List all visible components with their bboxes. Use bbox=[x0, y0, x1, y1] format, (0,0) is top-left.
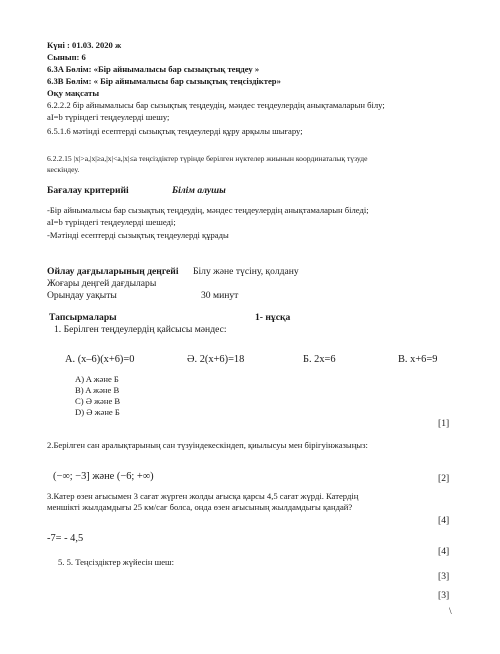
criteria-title: Бағалау критерийі bbox=[47, 185, 129, 196]
criterion-1: -Бір айнымалысы бар сызықтық теңдеудің, мәндес теңдеулердің анықтамаларын біледі; bbox=[47, 205, 369, 215]
objective-title: Оқу мақсаты bbox=[47, 88, 100, 98]
grade-line: Сынып: 6 bbox=[47, 52, 86, 62]
q1-answer-b: B) A және B bbox=[75, 385, 120, 395]
q1-answer-d: D) Ә және Б bbox=[75, 407, 120, 417]
criteria-subtitle: Білім алушы bbox=[172, 185, 226, 196]
q5-mark-2: [3] bbox=[438, 590, 450, 601]
objective-3: 6.5.1.6 мәтінді есептерді сызықтық теңдеулерді құру арқылы шығару; bbox=[47, 126, 303, 136]
q3-mark: [4] bbox=[438, 515, 450, 526]
q5-mark-1: [3] bbox=[438, 571, 450, 582]
question-3-line1: 3.Катер өзен ағысымен 3 сағат жүрген жолды ағысқа қарсы 4,5 сағат жүрді. Катердің bbox=[47, 491, 359, 501]
q1-option-b: Б. 2x=6 bbox=[303, 354, 336, 365]
q1-option-a: А. (x–6)(x+6)=0 bbox=[65, 354, 135, 365]
question-4: -7= - 4,5 bbox=[47, 533, 84, 544]
skills-value: Білу және түсіну, қолдану bbox=[193, 266, 299, 277]
criterion-2: aI=b түріндегі теңдеулерді шешеді; bbox=[47, 217, 176, 227]
skills-higher: Жоғары деңгей дағдылары bbox=[47, 278, 157, 289]
trailing-backslash: \ bbox=[449, 606, 452, 617]
objective-4-line2: кескіндеу. bbox=[47, 165, 80, 174]
criterion-3: -Мәтінді есептерді сызықтық теңдеулерді құрады bbox=[47, 230, 229, 240]
q2-expression: (−∞; −3] және (−6; +∞) bbox=[53, 471, 154, 482]
objective-1: 6.2.2.2 бір айнымалысы бар сызықтық теңдеудің, мәндес теңдеулердің анықтамаларын білу; bbox=[47, 100, 385, 110]
time-value: 30 минут bbox=[201, 290, 239, 301]
skills-title: Ойлау дағдыларының деңгейі bbox=[47, 266, 179, 277]
question-5: 5. 5. Теңсіздіктер жүйесін шеш: bbox=[58, 557, 175, 567]
q4-mark: [4] bbox=[438, 546, 450, 557]
question-2: 2.Берілген сан аралықтарының сан түзуіндекескіндеп, қиылысуы мен бірігуінжазыңыз: bbox=[47, 440, 368, 450]
tasks-title: Тапсырмалары bbox=[49, 312, 117, 323]
question-3-line2: меншікті жылдамдығы 25 км/сағ болса, онда өзен ағысының жылдамдығы қандай? bbox=[47, 502, 353, 512]
q2-mark: [2] bbox=[438, 473, 450, 484]
q1-answer-a: A) A және Б bbox=[75, 374, 119, 384]
date-line: Күні : 01.03. 2020 ж bbox=[47, 40, 122, 50]
question-1: 1. Берілген теңдеулердің қайсысы мәндес: bbox=[54, 324, 227, 335]
time-label: Орындау уақыты bbox=[47, 290, 117, 301]
q1-option-ae: Ә. 2(x+6)=18 bbox=[187, 354, 245, 365]
variant-label: 1- нұсқа bbox=[255, 312, 291, 323]
objective-4-line1: 6.2.2.15 |x|>a,|x|≥a,|x|<a,|x|≤a теңсіздіктер түрінде берілген нүктелер жиынын координаталық түзуде bbox=[47, 154, 368, 163]
objective-2: aI=b түріндегі теңдеулерді шешу; bbox=[47, 112, 170, 122]
section-b: 6.3B Бөлім: « Бір айнымалысы бар сызықтық теңсіздіктер» bbox=[47, 76, 281, 86]
section-a: 6.3A Бөлім: «Бір айнымалысы бар сызықтық теңдеу » bbox=[47, 64, 260, 74]
q1-answer-c: C) Ә және B bbox=[75, 396, 121, 406]
q1-mark: [1] bbox=[438, 418, 450, 429]
q1-option-v: В. x+6=9 bbox=[398, 354, 438, 365]
